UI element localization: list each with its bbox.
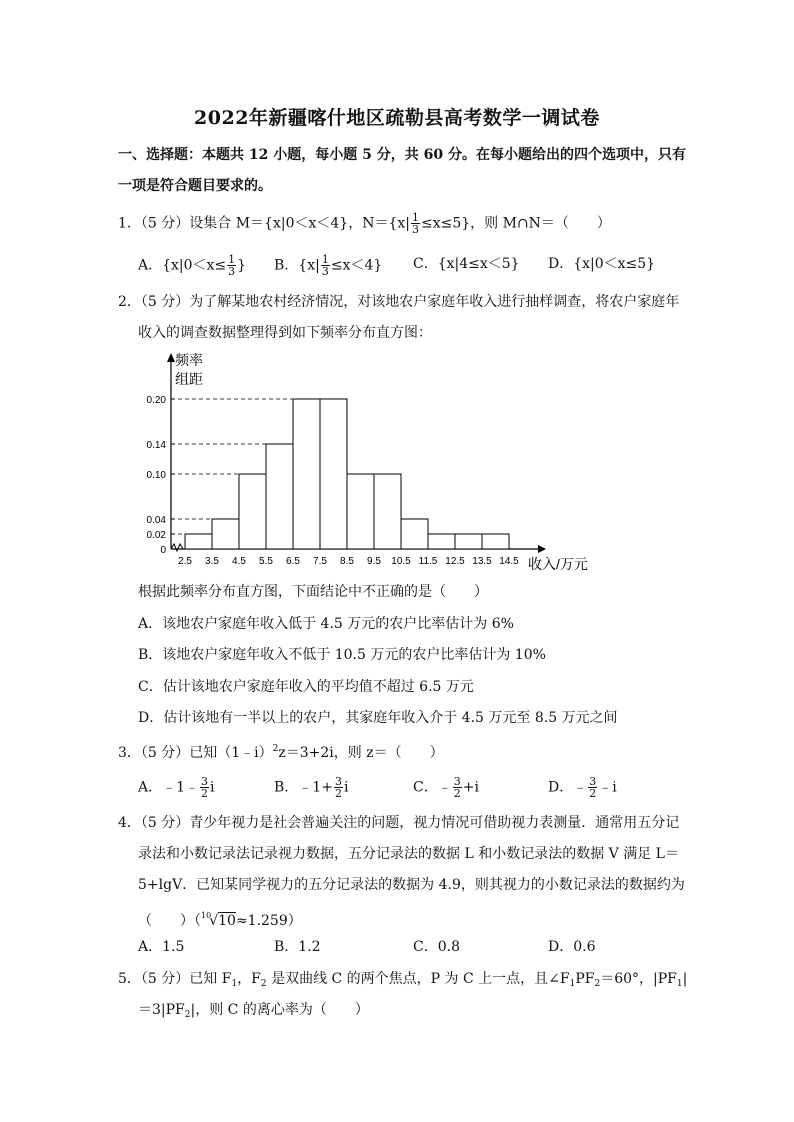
y-axis-label-bottom: 组距 — [175, 371, 203, 387]
x-tick-label: 12.5 — [445, 556, 465, 567]
x-tick-label: 6.5 — [286, 556, 300, 567]
y-axis-label-top: 频率 — [175, 352, 203, 368]
q1-option-c[interactable]: C．{x|4≤x＜5} — [413, 256, 520, 272]
q3-option-c[interactable]: C．﹣ $\frac{3}{2}$ +i — [413, 775, 479, 800]
q1-stem: 1．（5 分）设集合 M＝{x|0＜x＜4}，N＝{x| $\frac{1}{3}$ ≤x≤5}，则 M∩N＝（ ） — [118, 211, 611, 236]
histogram-bar — [239, 474, 266, 549]
q1-option-d[interactable]: D．{x|0＜x≤5} — [548, 256, 656, 272]
x-tick-label: 14.5 — [499, 556, 519, 567]
q2-option-b[interactable]: B．该地农户家庭年收入不低于 10.5 万元的农户比率估计为 10% — [138, 647, 546, 663]
y-axis-arrow — [167, 353, 175, 362]
q4-option-c[interactable]: C．0.8 — [413, 939, 460, 955]
page-title: 2022年新疆喀什地区疏勒县高考数学一调试卷 — [194, 107, 600, 129]
histogram-bar — [347, 474, 374, 549]
q2-option-a[interactable]: A．该地农户家庭年收入低于 4.5 万元的农户比率估计为 6% — [138, 616, 514, 632]
q4-stem-line2: 录法和小数记录法记录视力数据，五分记录法的数据 L 和小数记录法的数据 V 满足 L＝ — [138, 846, 679, 862]
q1-option-b[interactable]: B．{x| $\frac{1}{3}$ ≤x＜4} — [274, 253, 383, 278]
y-tick-label: 0 — [160, 545, 166, 556]
q3-option-b[interactable]: B．﹣1+ $\frac{3}{2}$ i — [274, 775, 349, 800]
q4-option-d[interactable]: D．0.6 — [548, 939, 596, 955]
x-tick-label: 3.5 — [205, 556, 219, 567]
q2-option-d[interactable]: D．估计该地有一半以上的农户，其家庭年收入介于 4.5 万元至 8.5 万元之间 — [138, 710, 618, 726]
x-tick-label: 5.5 — [259, 556, 273, 567]
q3-option-a[interactable]: A．﹣1﹣ $\frac{3}{2}$ i — [138, 775, 215, 800]
y-tick-label: 0.02 — [146, 530, 166, 541]
q5-stem-line1: 5．（5 分）已知 $F_1$，$F_2$ 是双曲线 C 的两个焦点，P 为 C 上一点，且$\angle F_1PF_2=60^\circ$，$|PF_1|$ — [118, 971, 688, 989]
x-tick-label: 8.5 — [340, 556, 354, 567]
histogram-bar — [212, 519, 239, 549]
section-heading-line1: 一、选择题：本题共 12 小题，每小题 5 分，共 60 分。在每小题给出的四个选项中，只有 — [118, 147, 686, 163]
histogram-bar — [185, 534, 212, 549]
q4-option-b[interactable]: B．1.2 — [274, 939, 321, 955]
histogram-bar — [374, 474, 401, 549]
q2-option-c[interactable]: C．估计该地农户家庭年收入的平均值不超过 6.5 万元 — [138, 679, 474, 695]
x-axis-label: 收入/万元 — [528, 556, 588, 572]
q1-fraction: $\frac{1}{3}$ — [411, 211, 419, 236]
y-tick-label: 0.14 — [146, 440, 166, 451]
q3-stem: 3．（5 分）已知（1﹣i）$^2$z＝3+2i，则 z＝（ ） — [118, 744, 444, 761]
histogram-bar — [482, 534, 509, 549]
q2-question: 根据此频率分布直方图，下面结论中不正确的是（ ） — [138, 584, 488, 600]
q2-stem-line1: 2．（5 分）为了解某地农村经济情况，对该地农户家庭年收入进行抽样调查，将农户家庭年 — [118, 294, 680, 310]
histogram-bar — [455, 534, 482, 549]
q5-stem-line2: $=3|PF_2|$，则 C 的离心率为（ ） — [138, 1002, 369, 1020]
x-tick-label: 11.5 — [418, 556, 438, 567]
y-tick-label: 0.20 — [146, 395, 166, 406]
q4-stem-line3: 5+lgV．已知某同学视力的五分记录法的数据为 4.9，则其视力的小数记录法的数据约为 — [138, 877, 685, 893]
q4-option-a[interactable]: A．1.5 — [138, 939, 185, 955]
x-tick-label: 9.5 — [367, 556, 381, 567]
histogram-bar — [320, 399, 347, 549]
x-tick-label: 7.5 — [313, 556, 327, 567]
axis-break — [171, 544, 183, 551]
q2-stem-line2: 收入的调查数据整理得到如下频率分布直方图： — [138, 325, 432, 341]
x-axis-arrow — [538, 545, 546, 553]
y-tick-label: 0.04 — [146, 515, 166, 526]
x-tick-label: 4.5 — [232, 556, 246, 567]
histogram-bar — [401, 519, 428, 549]
q4-stem-line1: 4．（5 分）青少年视力是社会普遍关注的问题，视力情况可借助视力表测量．通常用五分记 — [118, 815, 680, 831]
histogram-bar — [266, 444, 293, 549]
histogram-bar — [293, 399, 320, 549]
histogram-bar — [428, 534, 455, 549]
section-heading-line2: 一项是符合题目要求的。 — [118, 178, 272, 194]
x-tick-label: 13.5 — [472, 556, 492, 567]
q4-stem-line4: （ ）（$^{10}$√10≈1.259） — [138, 911, 302, 929]
q3-option-d[interactable]: D．﹣ $\frac{3}{2}$ ﹣i — [548, 775, 617, 800]
x-tick-label: 10.5 — [391, 556, 411, 567]
x-tick-label: 2.5 — [178, 556, 192, 567]
frequency-histogram — [146, 350, 600, 578]
q1-option-a[interactable]: A．{x|0＜x≤ $\frac{1}{3}$ } — [138, 253, 247, 278]
y-tick-label: 0.10 — [146, 470, 166, 481]
